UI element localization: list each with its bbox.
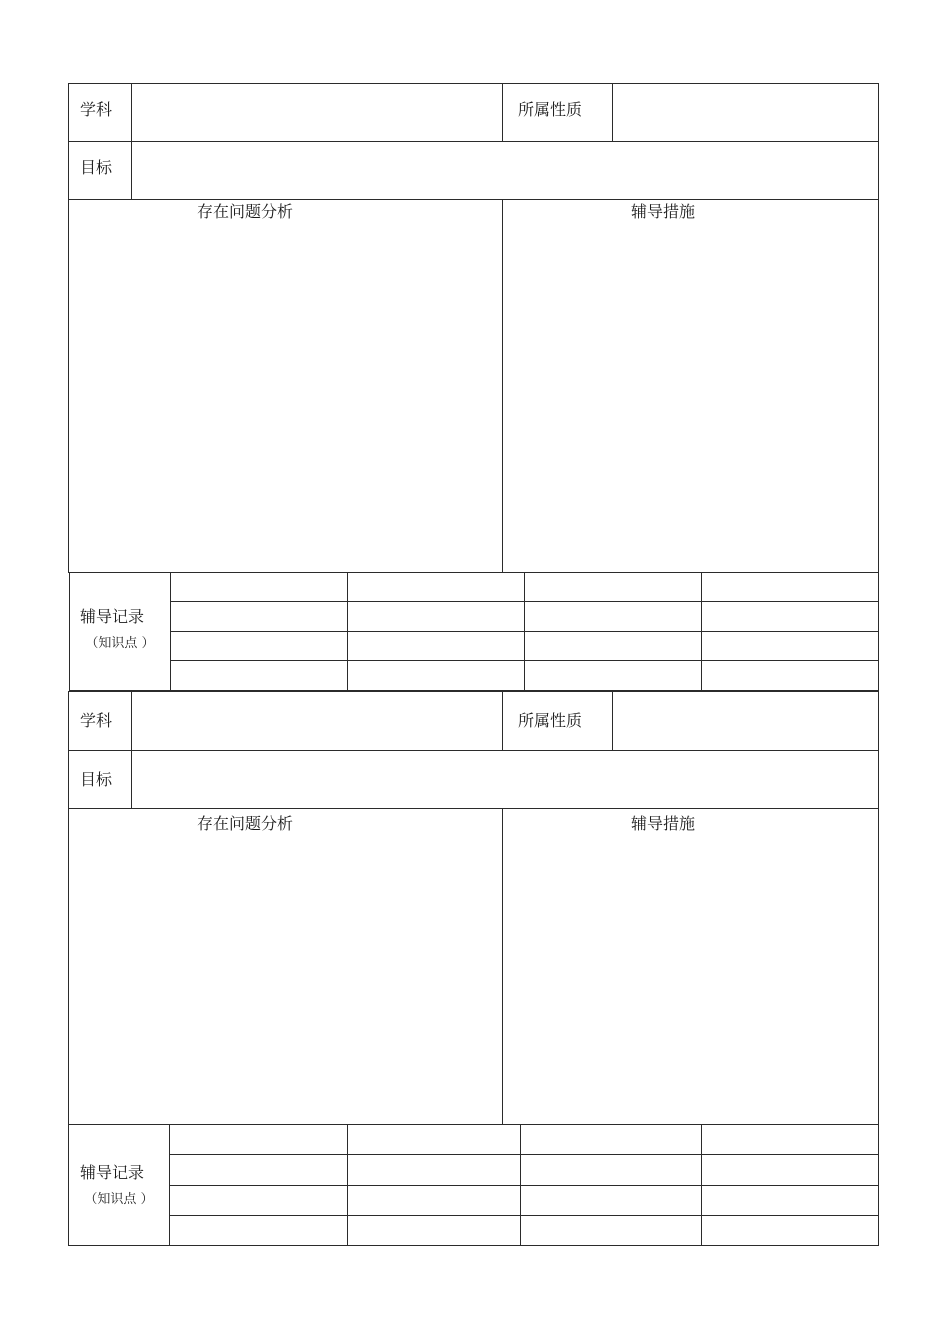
nature-field[interactable] (614, 85, 877, 139)
analysis-header: 存在问题分析 (196, 814, 293, 833)
record-cell[interactable] (526, 574, 699, 600)
measures-header: 辅导措施 (630, 814, 695, 833)
record-cell[interactable] (703, 633, 877, 659)
record-cell[interactable] (703, 1156, 877, 1184)
record-cell[interactable] (703, 1126, 877, 1153)
record-cell[interactable] (172, 603, 345, 630)
record-cell[interactable] (703, 603, 877, 630)
record-label: 辅导记录 (80, 1163, 145, 1182)
analysis-header: 存在问题分析 (196, 202, 293, 221)
record-sublabel: （知识点 ） (84, 1192, 154, 1207)
nature-field[interactable] (614, 693, 877, 748)
record-sublabel: （知识点 ） (85, 636, 155, 651)
record-cell[interactable] (172, 574, 345, 600)
record-cell[interactable] (522, 1187, 699, 1214)
measures-header: 辅导措施 (630, 202, 695, 221)
measures-area[interactable] (504, 836, 877, 1123)
record-cell[interactable] (703, 1217, 877, 1244)
subject-field[interactable] (133, 85, 500, 139)
subject-label: 学科 (80, 711, 113, 730)
record-label: 辅导记录 (80, 607, 145, 626)
record-cell[interactable] (349, 574, 522, 600)
goal-label: 目标 (80, 770, 113, 789)
record-cell[interactable] (522, 1156, 699, 1184)
goal-field[interactable] (133, 143, 877, 197)
nature-label: 所属性质 (518, 100, 583, 119)
record-cell[interactable] (703, 1187, 877, 1214)
record-cell[interactable] (349, 1126, 518, 1153)
nature-label: 所属性质 (518, 711, 583, 730)
analysis-area[interactable] (70, 836, 500, 1123)
goal-label: 目标 (80, 158, 113, 177)
analysis-area[interactable] (70, 224, 500, 571)
record-cell[interactable] (522, 1126, 699, 1153)
record-cell[interactable] (703, 662, 877, 689)
record-cell[interactable] (522, 1217, 699, 1244)
record-cell[interactable] (526, 662, 699, 689)
record-cell[interactable] (526, 603, 699, 630)
record-cell[interactable] (171, 1217, 345, 1244)
goal-field[interactable] (133, 752, 877, 806)
record-cell[interactable] (171, 1187, 345, 1214)
measures-area[interactable] (504, 224, 877, 571)
record-cell[interactable] (349, 603, 522, 630)
record-cell[interactable] (349, 1156, 518, 1184)
record-cell[interactable] (349, 633, 522, 659)
record-cell[interactable] (172, 633, 345, 659)
record-cell[interactable] (171, 1156, 345, 1184)
record-cell[interactable] (172, 662, 345, 689)
record-cell[interactable] (526, 633, 699, 659)
subject-field[interactable] (133, 693, 500, 748)
record-cell[interactable] (349, 1217, 518, 1244)
record-cell[interactable] (171, 1126, 345, 1153)
record-cell[interactable] (349, 1187, 518, 1214)
record-cell[interactable] (703, 574, 877, 600)
subject-label: 学科 (80, 100, 113, 119)
record-cell[interactable] (349, 662, 522, 689)
